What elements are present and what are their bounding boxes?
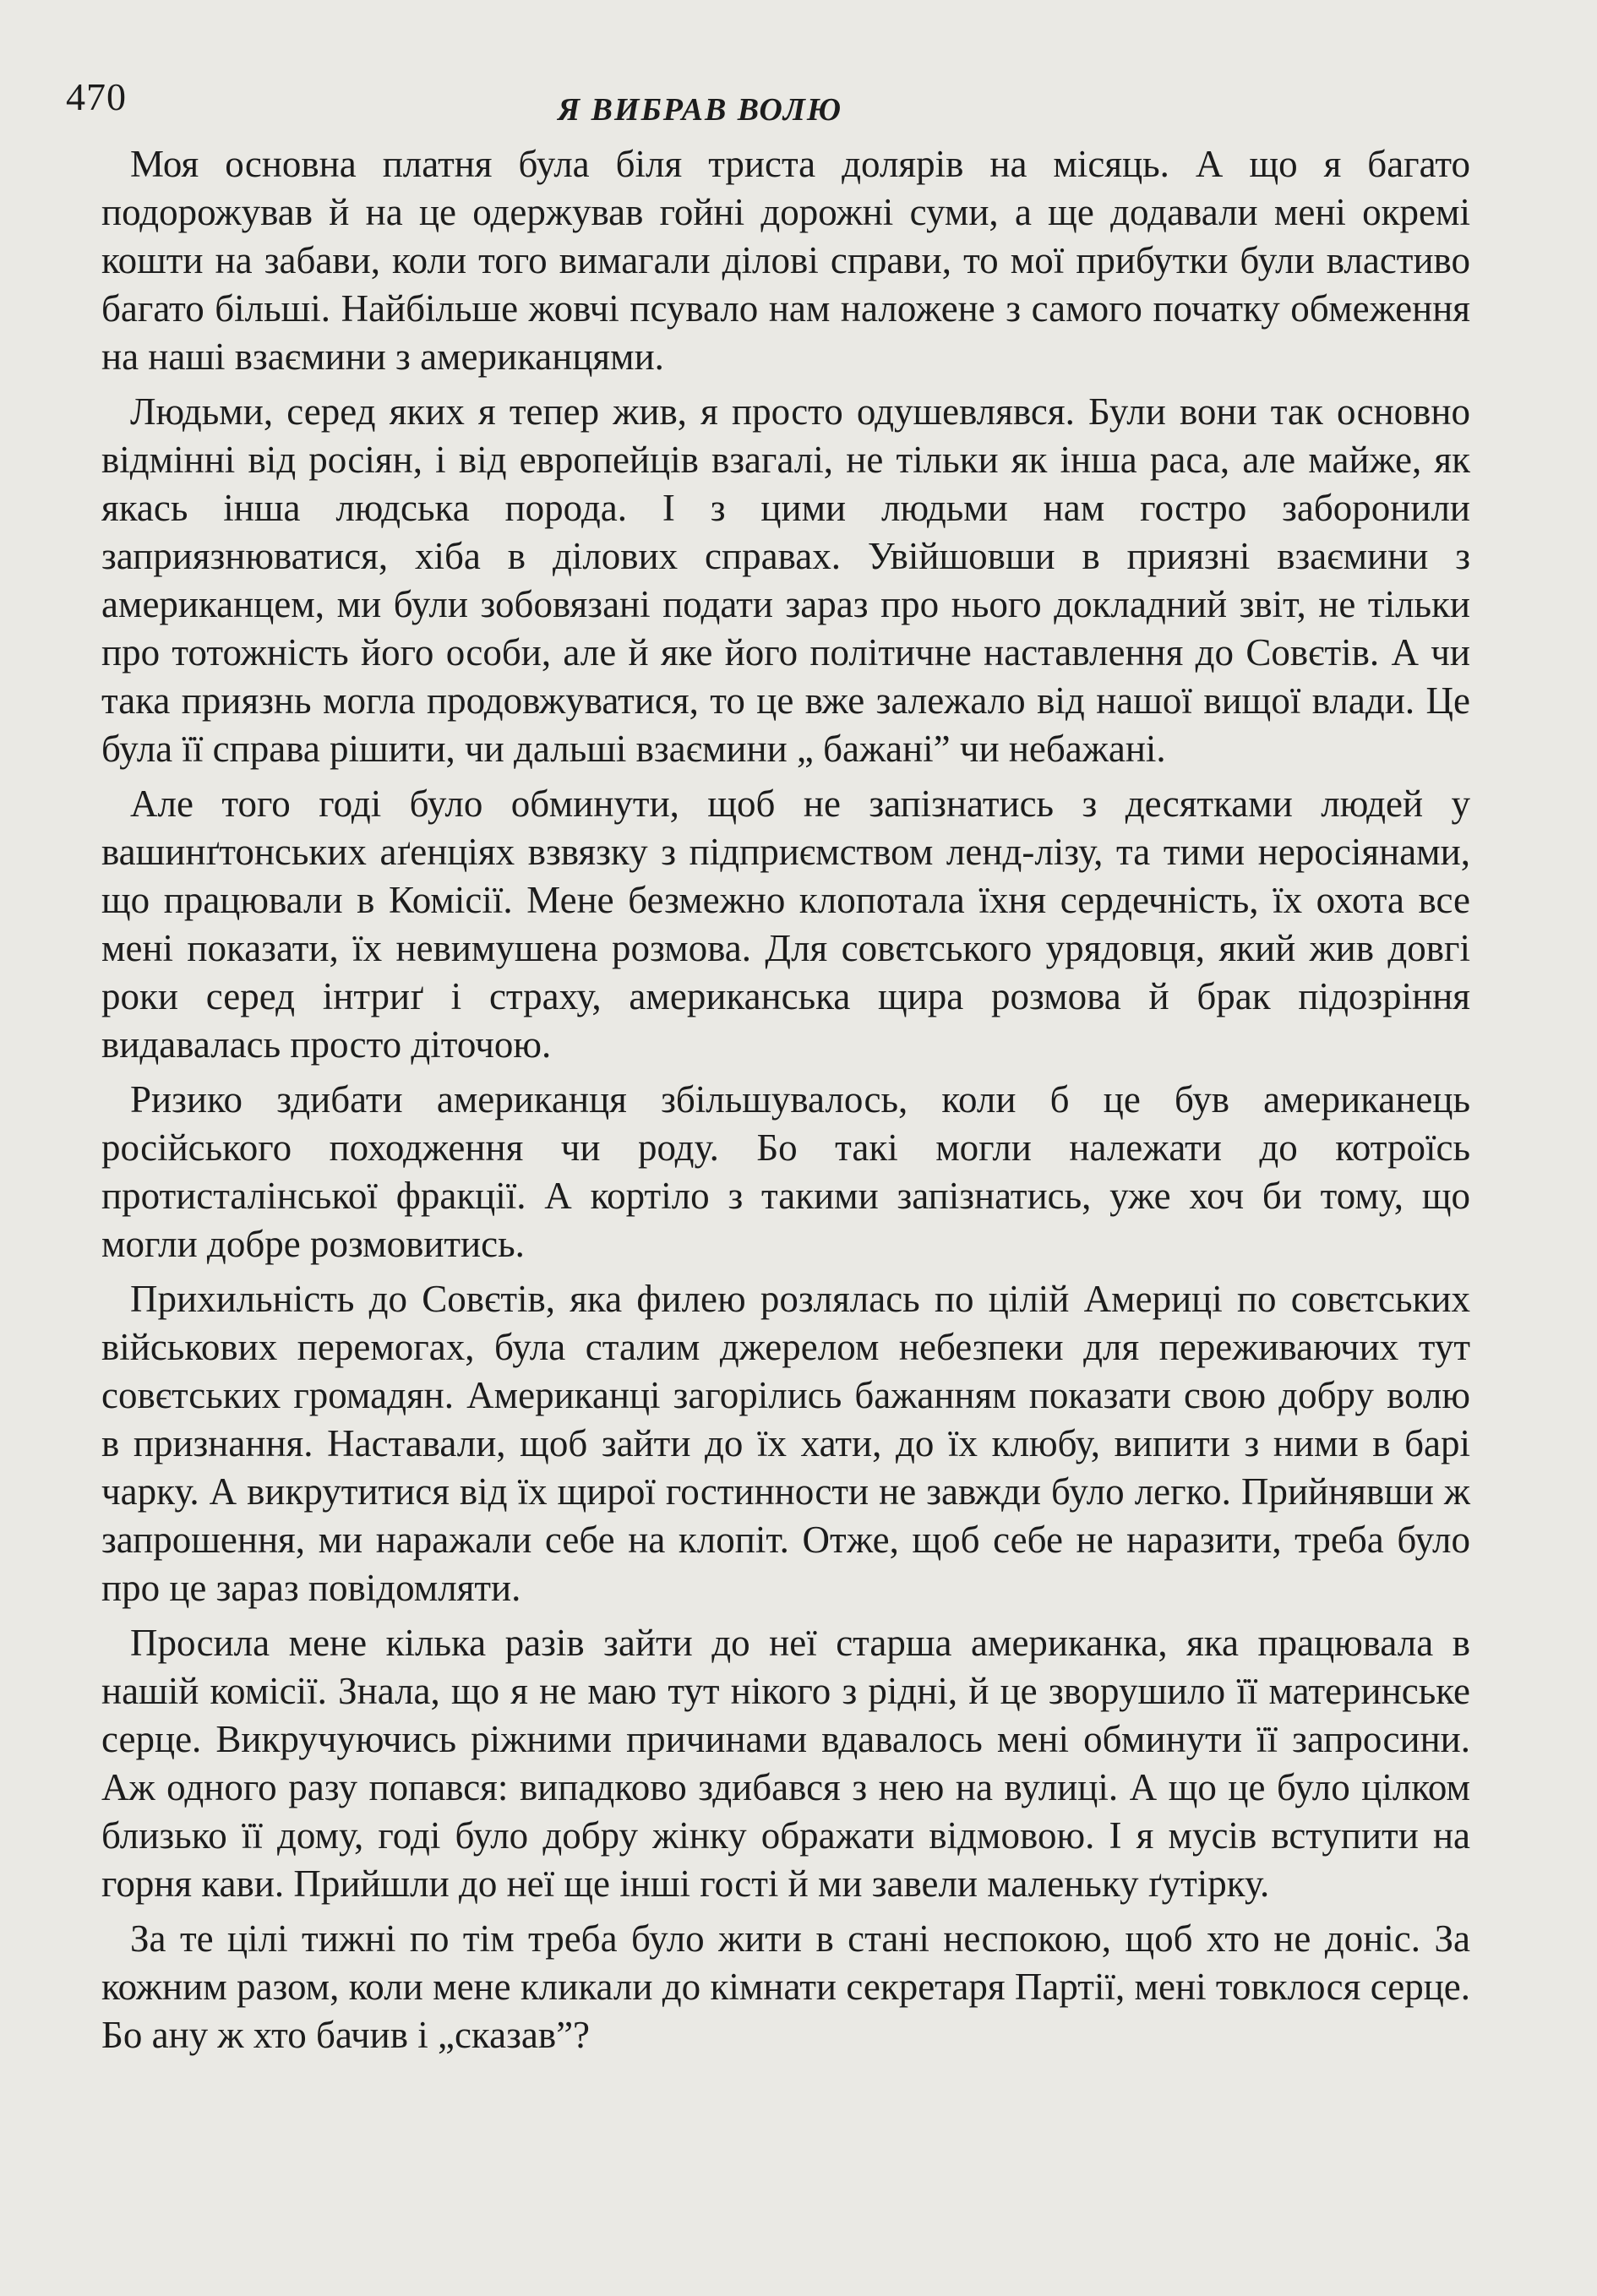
- paragraph: Просила мене кілька разів зайти до неї старша американка, яка працювала в нашій комісії. Знала, що я не маю тут нікого з рідні, й це зворушило її материнське серце. Викручуючись ріжними причинами вдавалось мені обминути її запросини. Аж одного разу попався: випадково здибався з нею на вулиці. А що це було цілком близько її дому, годі було добру жінку ображати відмовою. І я мусів вступити на горня кави. Прийшли до неї ще інші гості й ми завели маленьку ґутірку.: [101, 1622, 1470, 1905]
- paragraph: Моя основна платня була біля триста долярів на місяць. А що я багато подорожував й на це одержував гойні дорожні суми, а ще додавали мені окремі кошти на забави, коли того вимагали ділові справи, то мої прибутки були властиво багато більші. Найбільше жовчі псувало нам наложене з самого початку обмеження на наші взаємини з американцями.: [101, 143, 1470, 378]
- running-title: Я ВИБРАВ ВОЛЮ: [558, 92, 843, 128]
- paragraph: Прихильність до Совєтів, яка филею розлялась по цілій Америці по совєтських військових перемогах, була сталим джерелом небезпеки для переживаючих тут совєтських громадян. Американці загорілись бажанням показати свою добру волю в признання. Наставали, щоб зайти до їх хати, до їх клюбу, випити з ними в барі чарку. А викрутитися від їх щирої гостинности не завжди було легко. Прийнявши ж запрошення, ми наражали себе на клопіт. Отже, щоб себе не наразити, треба було про це зараз повідомляти.: [101, 1278, 1470, 1609]
- body-text: [101, 140, 1470, 2066]
- page-header: [66, 66, 1502, 134]
- paragraph: За те цілі тижні по тім треба було жити в стані неспокою, щоб хто не доніс. За кожним разом, коли мене кликали до кімнати секретаря Партії, мені товклося серце. Бо ану ж хто бачив і „сказав”?: [101, 1917, 1470, 2056]
- page-number: 470: [66, 75, 127, 118]
- paragraph: Але того годі було обминути, щоб не запізнатись з десятками людей у вашинґтонських аґенціях взвязку з підприємством ленд-лізу, та тими неросіянами, що працювали в Комісії. Мене безмежно клопотала їхня сердечність, їх охота все мені показати, їх невимушена розмова. Для совєтського урядовця, який жив довгі роки серед інтриґ і страху, американська щира розмова й брак підозріння видавалась просто діточою.: [101, 783, 1470, 1066]
- paragraph: Ризико здибати американця збільшувалось, коли б це був американець російського походження чи роду. Бо такі могли належати до котроїсь протисталінської фракції. А кортіло з такими запізнатись, уже хоч би тому, що могли добре розмовитись.: [101, 1078, 1470, 1265]
- paragraph: Людьми, серед яких я тепер жив, я просто одушевлявся. Були вони так основно відмінні від росіян, і від европейців взагалі, не тільки як інша раса, але майже, як якась інша людська порода. І з цими людьми нам гостро заборонили заприязнюватися, хіба в ділових справах. Увійшовши в приязні взаємини з американцем, ми були зобовязані подати зараз про нього докладний звіт, не тільки про тотожність його особи, але й яке його політичне наставлення до Совєтів. А чи така приязнь могла продовжуватися, то це вже залежало від нашої вищої влади. Це була її справа рішити, чи дальші взаємини „ бажані” чи небажані.: [101, 390, 1470, 770]
